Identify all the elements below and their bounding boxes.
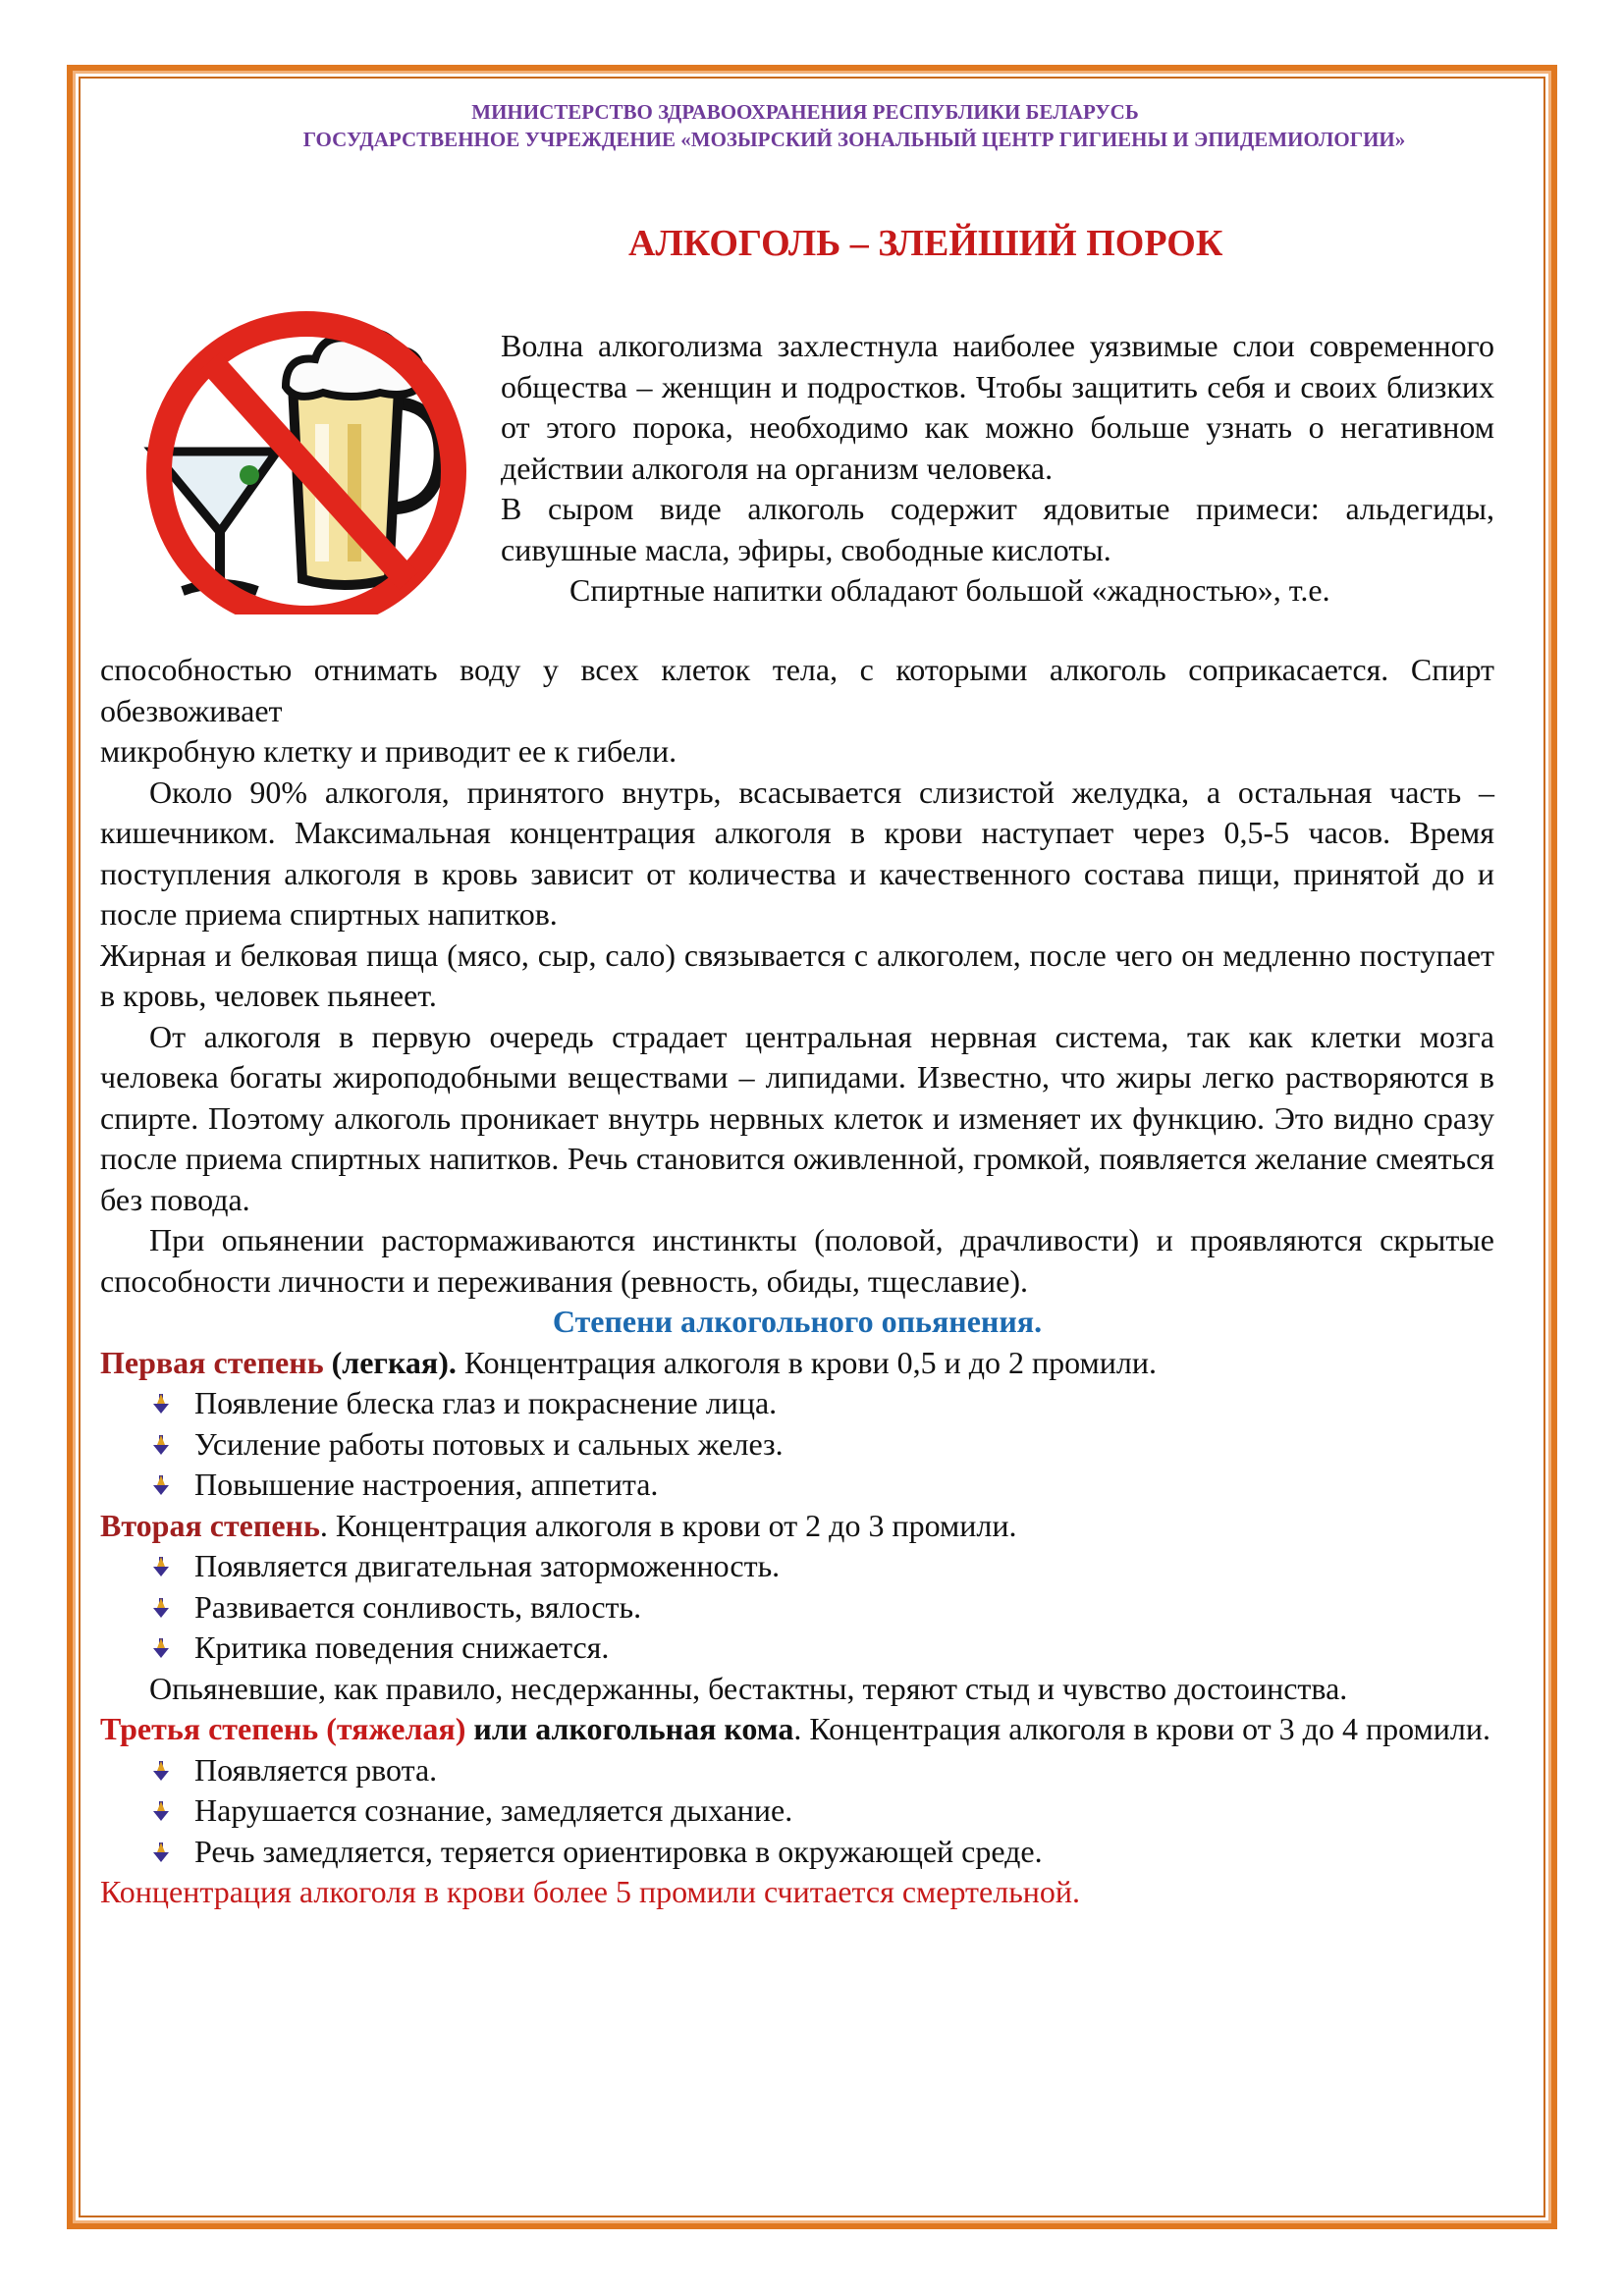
stage-first [100, 1343, 1494, 1384]
list-item: Развивается сонливость, вялость. [149, 1587, 1494, 1629]
list-item: Нарушается сознание, замедляется дыхание. [149, 1790, 1494, 1832]
arrow-down-bullet-icon [149, 1759, 173, 1783]
arrow-down-bullet-icon [149, 1555, 173, 1578]
list-item: Появляется двигательная заторможенность. [149, 1546, 1494, 1587]
paragraph-3-continued: способностью отнимать воду у всех клеток тела, с которыми алкоголь соприкасается. Спирт обезвоживает [100, 652, 1494, 728]
stage-second [100, 1506, 1494, 1547]
main-text [100, 650, 1494, 1913]
arrow-down-bullet-icon [149, 1473, 173, 1497]
header-ministry: МИНИСТЕРСТВО ЗДРАВООХРАНЕНИЯ РЕСПУБЛИКИ БЕЛАРУСЬ [471, 100, 1139, 124]
stage-first-label-extra: (легкая). [323, 1344, 457, 1380]
arrow-down-bullet-icon [149, 1596, 173, 1620]
stage-second-desc: . Концентрация алкоголя в крови от 2 до 3 промили. [319, 1507, 1017, 1543]
page-title: АЛКОГОЛЬ – ЗЛЕЙШИЙ ПОРОК [628, 223, 1223, 264]
paragraph-instincts: При опьянении растормаживаются инстинкты (половой, драчливости) и проявляются скрытые способности личности и переживания (ревность, обиды, тщеславие). [100, 1222, 1494, 1299]
list-item: Появляется рвота. [149, 1750, 1494, 1791]
stage-first-label: Первая степень [100, 1344, 324, 1380]
paragraph-nervous-system: От алкоголя в первую очередь страдает центральная нервная система, так как клетки мозга человека богаты жироподобными веществами – липидами. Известно, что жиры легко растворяются в спирте. Поэтому алкоголь проникает внутрь нервных клеток и изменяет их функцию. Это видно сразу после приема спиртных напитков. Речь становится оживленной, громкой, появляется желание смеяться без повода. [100, 1018, 1494, 1217]
stage-second-label: Вторая степень [100, 1507, 320, 1543]
header-institution: ГОСУДАРСТВЕННОЕ УЧРЕЖДЕНИЕ «МОЗЫРСКИЙ ЗОНАЛЬНЫЙ ЦЕНТР ГИГИЕНЫ И ЭПИДЕМИОЛОГИИ» [302, 128, 1406, 151]
paragraph-food: Жирная и белковая пища (мясо, сыр, сало) связывается с алкоголем, после чего он медленно поступает в кровь, человек пьянеет. [100, 936, 1494, 1013]
fatal-concentration-note: Концентрация алкоголя в крови более 5 промили считается смертельной. [100, 1874, 1081, 1909]
stage-third-label-extra: или алкогольная кома [465, 1711, 794, 1746]
stage-third-desc: . Концентрация алкоголя в крови от 3 до 4 промили. [793, 1711, 1490, 1746]
paragraph-3-end: микробную клетку и приводит ее к гибели. [100, 733, 677, 769]
intro-paragraph-3: Спиртные напитки обладают большой «жадностью», т.е. [569, 572, 1330, 608]
stages-heading: Степени алкогольного опьянения. [552, 1304, 1043, 1339]
list-item: Повышение настроения, аппетита. [149, 1465, 1494, 1506]
arrow-down-bullet-icon [149, 1841, 173, 1864]
list-item: Критика поведения снижается. [149, 1628, 1494, 1669]
arrow-down-bullet-icon [149, 1636, 173, 1660]
paragraph-absorption: Около 90% алкоголя, принятого внутрь, всасывается слизистой желудка, а остальная часть – кишечником. Максимальная концентрация алкоголя в крови наступает через 0,5-5 часов. Время поступления алкоголя в кровь зависит от количества и качественного состава пищи, принятой до и после приема спиртных напитков. [100, 774, 1494, 932]
no-alcohol-icon [114, 287, 481, 614]
list-item: Речь замедляется, теряется ориентировка в окружающей среде. [149, 1832, 1494, 1873]
stage-second-note: Опьяневшие, как правило, несдержанны, бестактны, теряют стыд и чувство достоинства. [149, 1670, 1348, 1706]
stage-first-desc: Концентрация алкоголя в крови 0,5 и до 2 промили. [456, 1344, 1157, 1380]
stage-second-list [100, 1546, 1494, 1669]
list-item: Усиление работы потовых и сальных желез. [149, 1424, 1494, 1466]
arrow-down-bullet-icon [149, 1799, 173, 1823]
intro-paragraph-2: В сыром виде алкоголь содержит ядовитые примеси: альдегиды, сивушные масла, эфиры, свободные кислоты. [501, 491, 1494, 567]
intro-paragraph-1: Волна алкоголизма захлестнула наиболее уязвимые слои современного общества – женщин и подростков. Чтобы защитить себя и своих близких от этого порока, необходимо как можно больше узнать о негативном действии алкоголя на организм человека. [501, 328, 1494, 486]
header [98, 98, 1512, 153]
list-item: Появление блеска глаз и покраснение лица. [149, 1383, 1494, 1424]
intro [501, 326, 1494, 612]
arrow-down-bullet-icon [149, 1392, 173, 1415]
stage-first-list [100, 1383, 1494, 1506]
stage-third-list [100, 1750, 1494, 1873]
stage-third [100, 1709, 1494, 1750]
arrow-down-bullet-icon [149, 1433, 173, 1457]
stage-third-label: Третья степень (тяжелая) [100, 1711, 466, 1746]
